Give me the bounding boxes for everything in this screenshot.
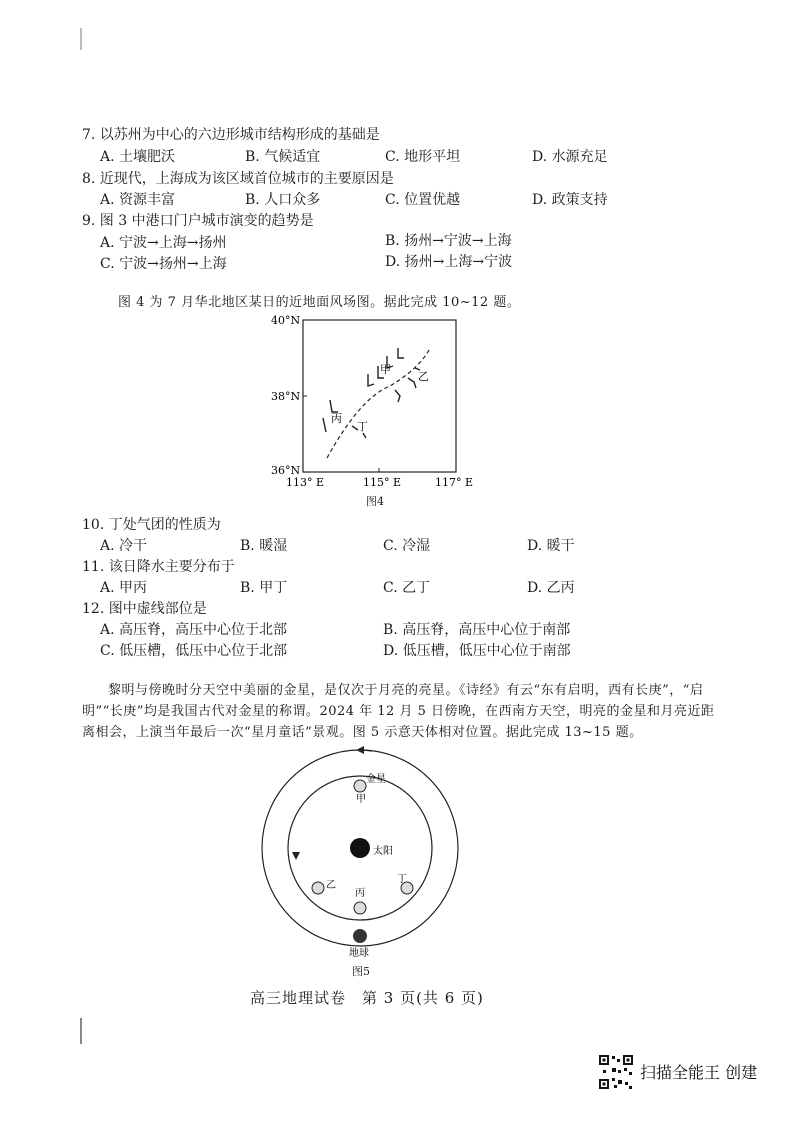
q8-option-a: A. 资源丰富 (100, 192, 176, 208)
fig4-frame (303, 320, 456, 472)
fig5-sun-label: 太阳 (373, 846, 393, 857)
q11-option-c: C. 乙丁 (383, 580, 431, 596)
q11-option-b: B. 甲丁 (240, 580, 288, 596)
q8-option-d: D. 政策支持 (532, 192, 608, 208)
fig4-lat-40: 40°N (271, 314, 301, 327)
fig5-venus (354, 780, 366, 792)
fig5-point-bing: 丙 (355, 888, 365, 899)
q12-option-d: D. 低压槽，低压中心位于南部 (383, 643, 571, 659)
question-11-stem: 11. 该日降水主要分布于 (82, 559, 235, 575)
fig5-orbit-arrow-top (356, 746, 364, 754)
fig4-lon-117: 117° E (435, 476, 474, 489)
q7-option-b: B. 气候适宜 (245, 149, 321, 165)
scan-edge-bottom (80, 1018, 82, 1044)
fig5-pos-yi (312, 882, 324, 894)
figure-4-wind-map (271, 308, 480, 508)
figure-5-caption: 图5 (352, 965, 370, 978)
fig5-orbit-arrow-left (292, 852, 300, 860)
fig4-point-bing: 丙 (331, 412, 342, 425)
q11-option-d: D. 乙丙 (527, 580, 575, 596)
q10-option-a: A. 冷干 (100, 538, 148, 554)
figure-5-orbit-diagram (260, 770, 470, 980)
scanner-watermark: 扫描全能王 创建 (640, 1063, 758, 1082)
figure-4-caption: 图4 (366, 495, 384, 508)
fig4-point-yi: 乙 (418, 370, 429, 383)
fig4-lat-38: 38°N (271, 390, 301, 403)
q8-option-b: B. 人口众多 (245, 192, 321, 208)
fig5-pos-bing (354, 902, 366, 914)
q9-option-c: C. 宁波→扬州→上海 (100, 256, 227, 272)
q10-option-d: D. 暖干 (527, 538, 575, 554)
question-9-stem: 9. 图 3 中港口门户城市演变的趋势是 (82, 213, 314, 229)
fig5-earth (353, 929, 367, 943)
fig5-earth-label: 地球 (349, 948, 369, 959)
q9-option-b: B. 扬州→宁波→上海 (385, 233, 512, 249)
page-footer: 高三地理试卷 第 3 页(共 6 页) (250, 989, 484, 1007)
fig5-point-ding: 丁 (397, 874, 407, 885)
q9-option-d: D. 扬州→上海→宁波 (385, 254, 513, 270)
question-12-stem: 12. 图中虚线部位是 (82, 601, 207, 617)
q7-option-a: A. 土壤肥沃 (100, 149, 176, 165)
fig4-lon-113: 113° E (286, 476, 325, 489)
q12-option-a: A. 高压脊，高压中心位于北部 (100, 622, 288, 638)
question-8-stem: 8. 近现代，上海成为该区域首位城市的主要原因是 (82, 171, 394, 187)
q12-option-b: B. 高压脊，高压中心位于南部 (383, 622, 571, 638)
fig4-lon-115: 115° E (363, 476, 402, 489)
question-7-stem: 7. 以苏州为中心的六边形城市结构形成的基础是 (82, 127, 380, 143)
figure-4-intro: 图 4 为 7 月华北地区某日的近地面风场图。据此完成 10~12 题。 (118, 295, 521, 310)
fig5-point-jia: 甲 (356, 794, 366, 805)
q7-option-d: D. 水源充足 (532, 149, 608, 165)
q10-option-c: C. 冷湿 (383, 538, 431, 554)
fig5-point-yi: 乙 (326, 880, 336, 891)
qr-code-icon (598, 1054, 634, 1090)
q10-option-b: B. 暖湿 (240, 538, 288, 554)
scan-edge-top (80, 28, 82, 50)
q8-option-c: C. 位置优越 (385, 192, 461, 208)
fig4-lat-36: 36°N (271, 464, 301, 477)
q7-option-c: C. 地形平坦 (385, 149, 461, 165)
fig4-point-ding: 丁 (357, 420, 368, 433)
fig4-trough-line (327, 348, 430, 458)
fig5-sun (350, 838, 370, 858)
passage-13-15: 黎明与傍晚时分天空中美丽的金星，是仅次于月亮的亮星。《诗经》有云“东有启明，西有长庚”，“启明”“长庚”均是我国古代对金星的称谓。2024 年 12 月 5 日傍晚，在西南方天空，明亮的金星和月亮近距离相会，上演当年最后一次“星月童话”景观。图 5 示意天体相对位置。据此完成 13~15 题。 (82, 683, 715, 740)
question-10-stem: 10. 丁处气团的性质为 (82, 517, 221, 533)
fig5-venus-label: 金星 (366, 774, 386, 785)
q11-option-a: A. 甲丙 (100, 580, 148, 596)
fig4-point-jia: 甲 (380, 363, 391, 376)
q9-option-a: A. 宁波→上海→扬州 (100, 235, 227, 251)
q12-option-c: C. 低压槽，低压中心位于北部 (100, 643, 288, 659)
